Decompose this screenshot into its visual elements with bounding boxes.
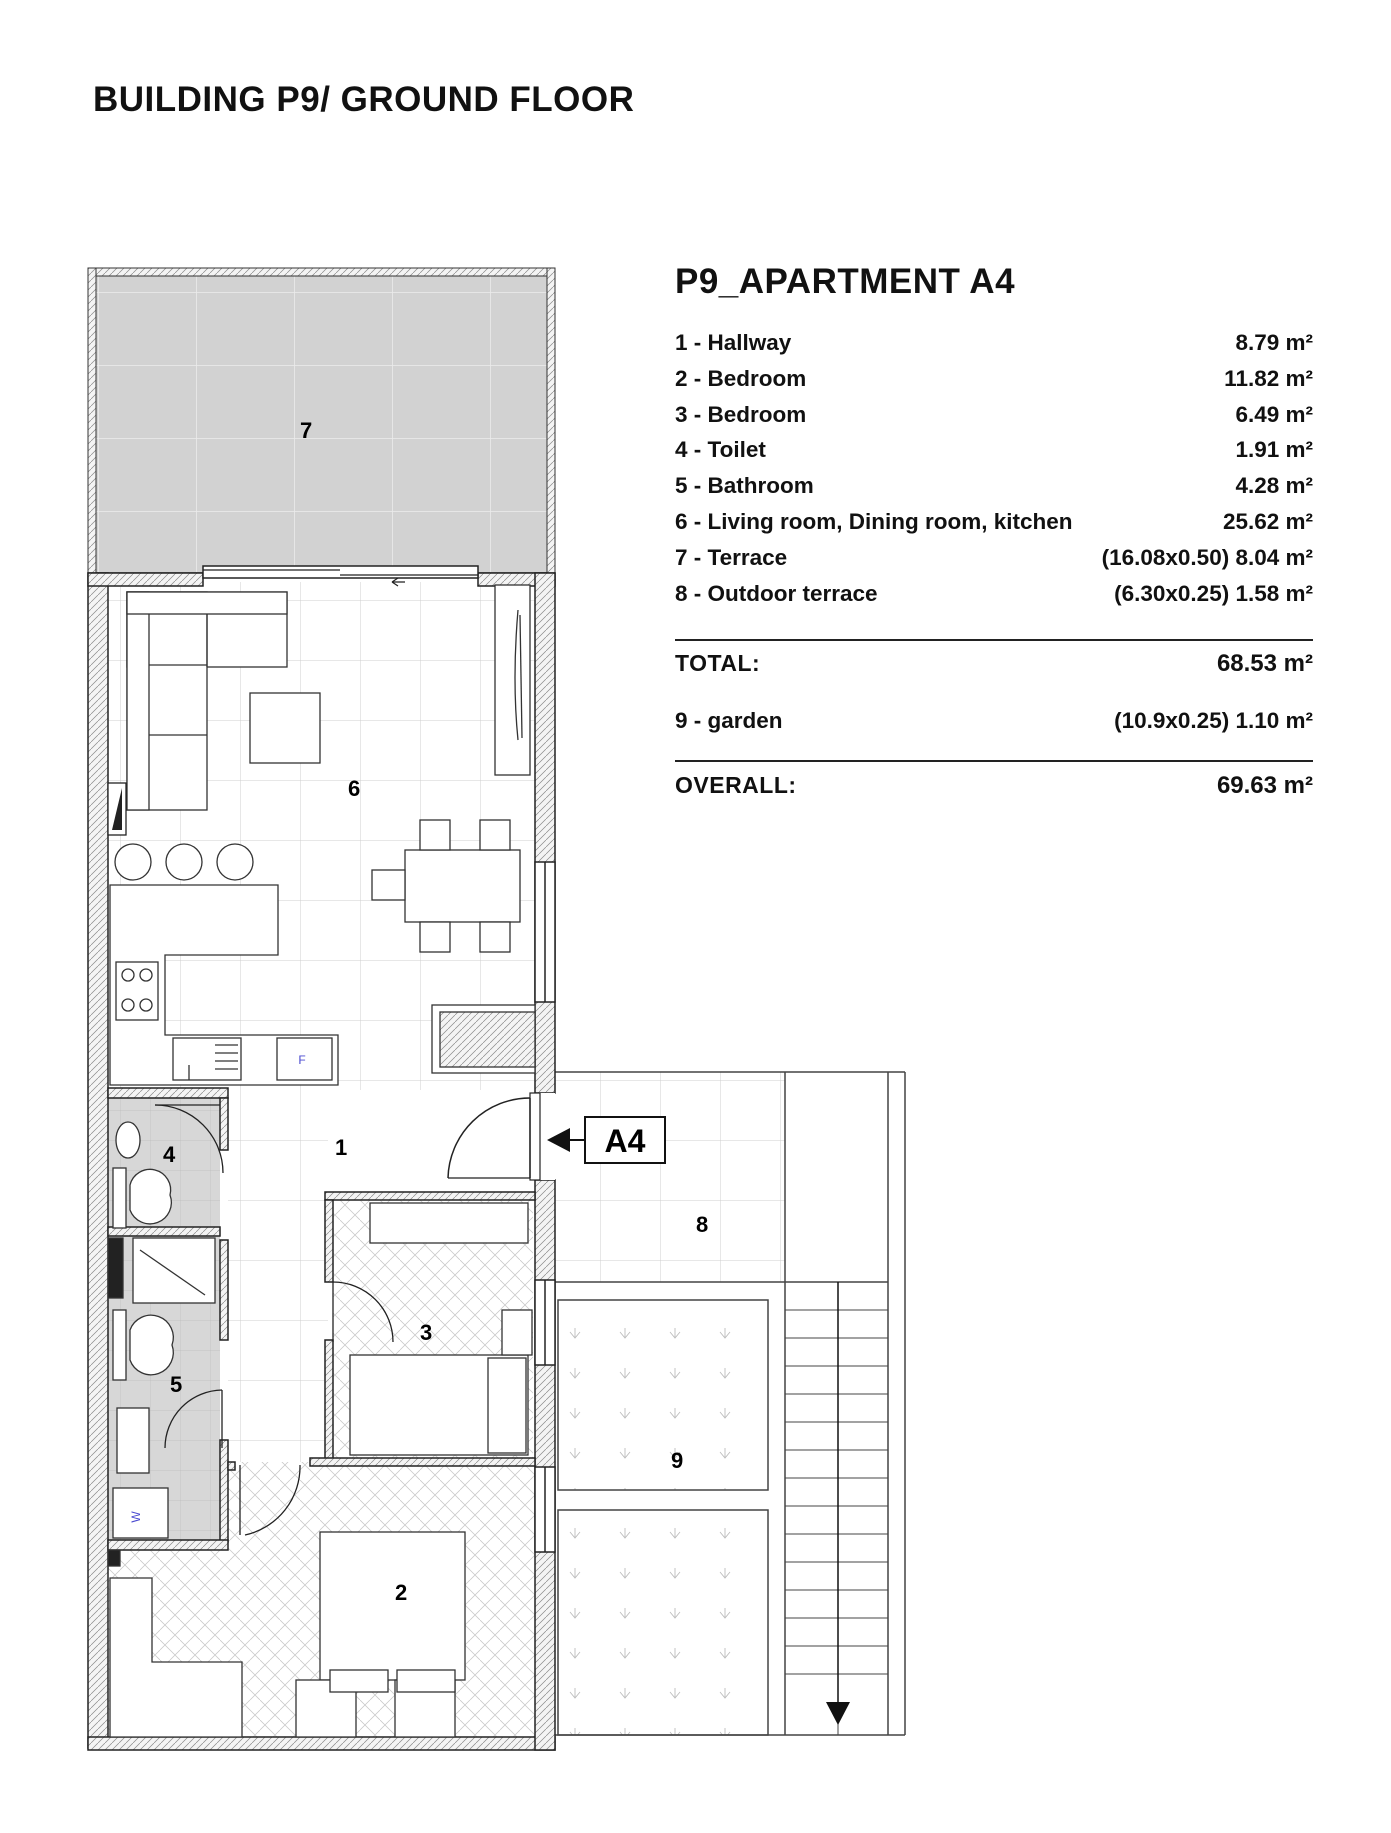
- room-area: 11.82 m²: [1224, 365, 1313, 391]
- room-label: 2 - Bedroom: [675, 365, 807, 391]
- room-number-1: 1: [335, 1135, 348, 1160]
- room-label: 6 - Living room, Dining room, kitchen: [675, 508, 1073, 534]
- room-number-9: 9: [671, 1448, 684, 1473]
- room-area: (6.30x0.25) 1.58 m²: [1114, 580, 1313, 606]
- room-label: 5 - Bathroom: [675, 473, 814, 499]
- room-number-6: 6: [348, 776, 361, 801]
- room-number-7: 7: [300, 418, 313, 443]
- garden-area: [555, 1300, 905, 1735]
- room-number-4: 4: [163, 1142, 176, 1167]
- entrance-door: [448, 1093, 540, 1180]
- stairs: [785, 1282, 888, 1735]
- garden-area: (10.9x0.25) 1.10 m²: [1114, 708, 1313, 733]
- overall-label: OVERALL:: [675, 772, 797, 798]
- cabinet: [432, 1005, 535, 1073]
- fireplace: [108, 783, 126, 835]
- apartment-title: P9_APARTMENT A4: [675, 262, 1016, 301]
- room-area: 25.62 m²: [1222, 508, 1313, 534]
- bar-stools: [115, 844, 253, 880]
- room-number-8: 8: [696, 1212, 709, 1237]
- overall-area: 69.63 m²: [1216, 772, 1313, 799]
- room-area: 1.91 m²: [1235, 437, 1313, 463]
- room-area: (16.08x0.50) 8.04 m²: [1101, 544, 1313, 570]
- room-area: 6.49 m²: [1235, 401, 1313, 427]
- fridge-mark: F: [298, 1053, 306, 1067]
- room-area: 8.79 m²: [1235, 330, 1313, 355]
- room-number-5: 5: [170, 1372, 183, 1397]
- room-label: 7 - Terrace: [675, 544, 788, 570]
- room-number-3: 3: [420, 1320, 433, 1345]
- room-label: 1 - Hallway: [675, 330, 792, 355]
- garden-label: 9 - garden: [675, 708, 783, 733]
- coffee-table: [250, 693, 320, 763]
- total-area: 68.53 m²: [1216, 650, 1313, 677]
- room-label: 4 - Toilet: [675, 437, 766, 463]
- room-label: 3 - Bedroom: [675, 401, 807, 427]
- room-label: 8 - Outdoor terrace: [675, 580, 878, 606]
- entrance-label: A4: [604, 1123, 646, 1159]
- room-number-2: 2: [395, 1580, 408, 1605]
- room-area: 4.28 m²: [1235, 473, 1313, 499]
- washer-mark: W: [129, 1511, 143, 1523]
- page-title: BUILDING P9/ GROUND FLOOR: [93, 80, 635, 119]
- tv-unit: [495, 585, 530, 775]
- terrace-area: [88, 268, 555, 576]
- total-label: TOTAL:: [675, 650, 761, 676]
